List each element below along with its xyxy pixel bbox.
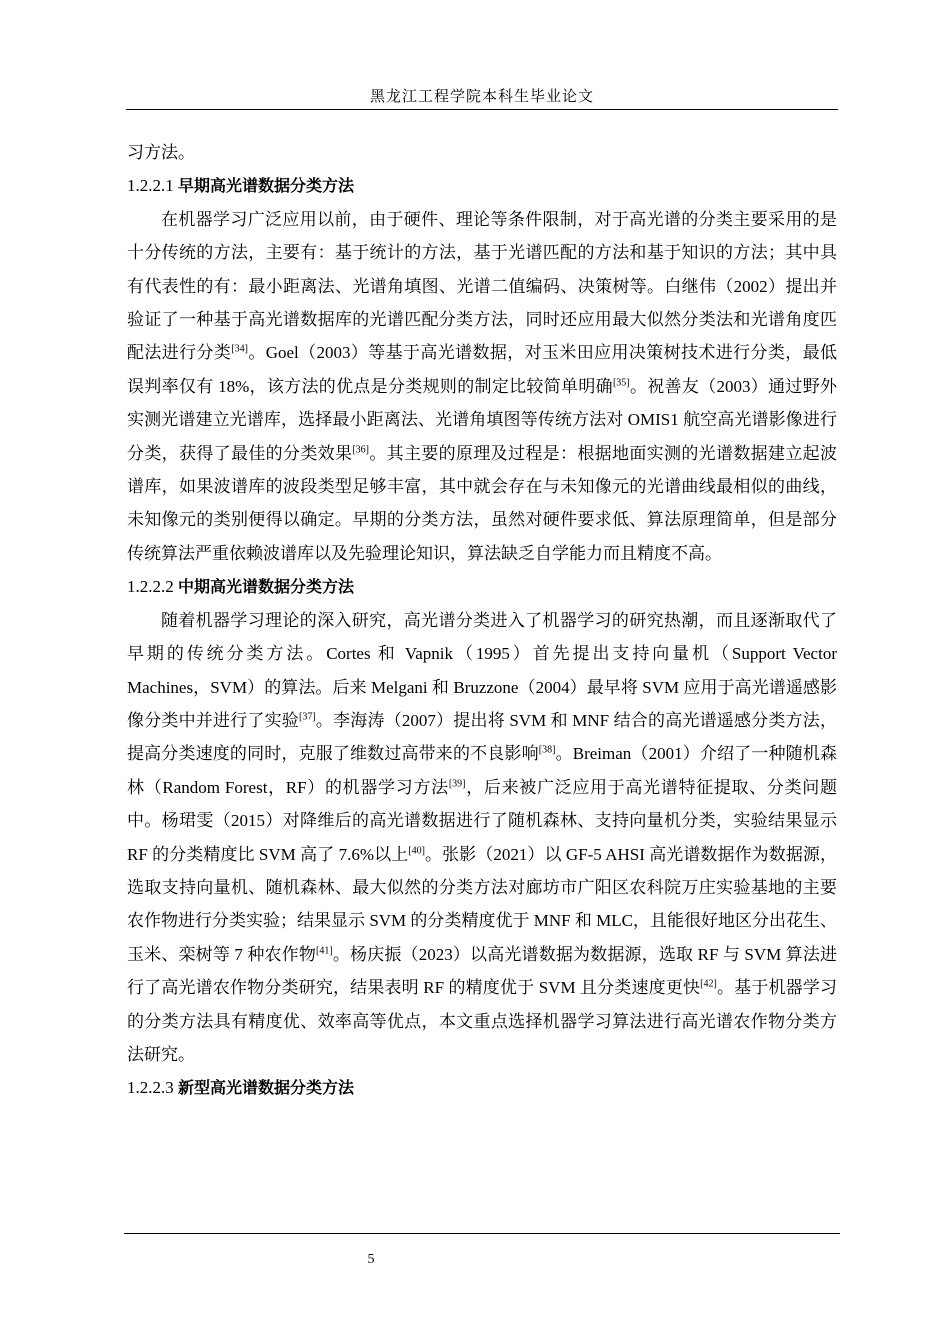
footer-divider [124,1233,840,1234]
citation-39: [39] [448,778,466,790]
paragraph-middle-methods [127,604,837,1072]
section-heading-1-2-2-1 [127,169,837,202]
heading-number: 1.2.2.2 [127,577,174,597]
text-run: 。Goel（2003）等基于高光谱数据，对玉米田应用决策树技术进行分类，最低误判率仅有 18%，该方法的优点是分类规则的制定比较简单明确 [127,343,838,396]
text-run: 。张影（2021）以 GF-5 AHSI 高光谱数据作为数据源，选取支持向量机、随机森林、最大似然的分类方法对廊坊市广阳区农科院万庄实验基地的主要农作物进行分类实验；结果显示 SVM 的分类精度优于 MNF 和 MLC，且能很好地区分出花生、玉米、栾树等 7 种农作物 [127,844,837,964]
text-run: 随着机器学习理论的深入研究，高光谱分类进入了机器学习的研究热潮，而且逐渐取代了早期的传统分类方法。Cortes 和 Vapnik（1995）首先提出支持向量机（Support Vector Machines，SVM）的算法。后来 Melgani 和 Bruzzone（2004）最早将 SVM 应用于高光谱遥感影像分类中并进行了实验 [127,610,837,730]
paragraph-early-methods [127,203,837,570]
page-header [126,86,838,110]
heading-number: 1.2.2.1 [127,176,174,196]
citation-40: [40] [408,844,425,856]
text-run: 。杨庆振（2023）以高光谱数据为数据源，选取 RF 与 SVM 算法进行了高光谱农作物分类研究，结果表明 RF 的精度优于 SVM 且分类速度更快 [127,944,838,998]
citation-34: [34] [231,343,248,355]
citation-41: [41] [316,945,333,957]
citation-35: [35] [612,377,630,389]
heading-title: 早期高光谱数据分类方法 [178,176,355,196]
text-run: 习方法。 [127,143,195,162]
paragraph-continuation [127,136,837,169]
section-heading-1-2-2-2 [127,570,837,603]
page-number: 5 [367,1252,375,1267]
heading-title: 新型高光谱数据分类方法 [178,1078,355,1098]
section-heading-1-2-2-3 [127,1071,837,1104]
text-run: ，后来被广泛应用于高光谱特征提取、分类问题中。杨珺雯（2015）对降维后的高光谱数据进行了随机森林、支持向量机分类，实验结果显示 RF 的分类精度比 SVM 高了 7.6%以上 [127,777,838,864]
citation-37: [37] [299,711,316,723]
text-run: 。祝善友（2003）通过野外实测光谱建立光谱库，选择最小距离法、光谱角填图等传统方法对 OMIS1 航空高光谱影像进行分类，获得了最佳的分类效果 [127,376,837,463]
header-title: 黑龙江工程学院本科生毕业论文 [369,89,594,105]
text-run: 。其主要的原理及过程是：根据地面实测的光谱数据建立起波谱库，如果波谱库的波段类型足够丰富，其中就会存在与未知像元的光谱曲线最相似的曲线，未知像元的类别便得以确定。早期的分类方法，虽然对硬件要求低、算法原理简单，但是部分传统算法严重依赖波谱库以及先验理论知识，算法缺乏自学能力而且精度不高。 [127,443,838,563]
document-body [127,136,837,1105]
text-run: 。基于机器学习的分类方法具有精度优、效率高等优点，本文重点选择机器学习算法进行高光谱农作物分类方法研究。 [127,978,837,1064]
citation-36: [36] [352,444,370,455]
text-run: 。Breiman（2001）介绍了一种随机森林（Random Forest，RF）的机器学习方法 [127,744,837,797]
text-run: 在机器学习广泛应用以前，由于硬件、理论等条件限制，对于高光谱的分类主要采用的是十分传统的方法，主要有：基于统计的方法，基于光谱匹配的方法和基于知识的方法；其中具有代表性的有：最小距离法、光谱角填图、光谱二值编码、决策树等。白继伟（2002）提出并验证了一种基于高光谱数据库的光谱匹配分类方法，同时还应用最大似然分类法和光谱角度匹配法进行分类 [127,209,837,363]
heading-number: 1.2.2.3 [127,1078,174,1098]
heading-title: 中期高光谱数据分类方法 [178,577,355,597]
text-run: 。李海涛（2007）提出将 SVM 和 MNF 结合的高光谱遥感分类方法，提高分类速度的同时，克服了维数过高带来的不良影响 [127,710,837,764]
citation-42: [42] [700,978,717,990]
citation-38: [38] [538,744,556,756]
